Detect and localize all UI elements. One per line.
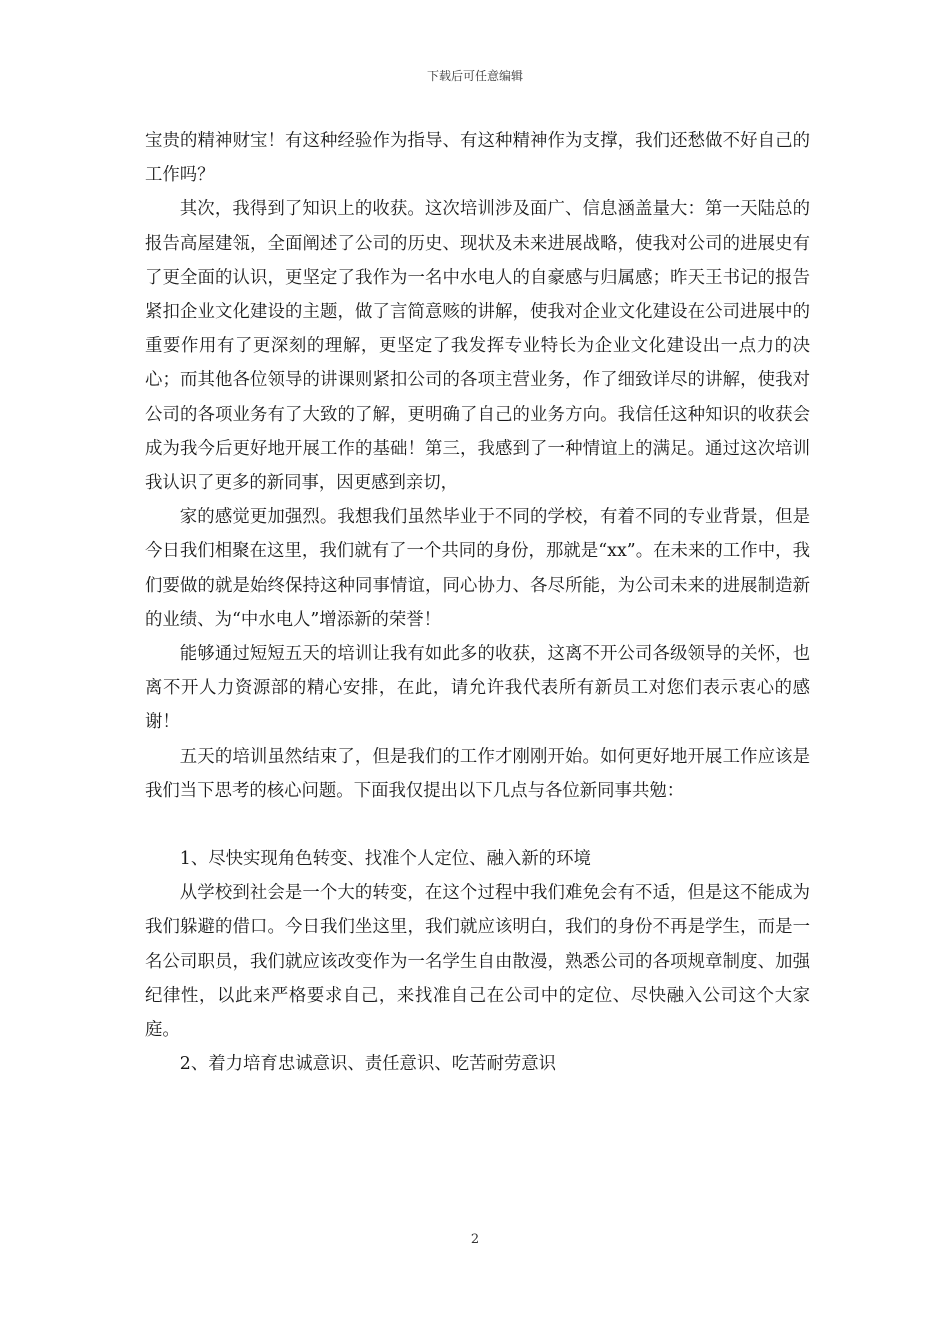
paragraph: 从学校到社会是一个大的转变，在这个过程中我们难免会有不适，但是这不能成为我们躲避的借口。今日我们坐这里，我们就应该明白，我们的身份不再是学生，而是一名公司职员，我们就应该改变作为一名学生自由散漫，熟悉公司的各项规章制度、加强纪律性，以此来严格要求自己，来找准自己在公司中的定位、尽快融入公司这个大家庭。 — [145, 883, 810, 1041]
section-heading: 1、尽快实现角色转变、找准个人定位、融入新的环境 — [179, 849, 591, 870]
page-header: 下载后可任意编辑 — [426, 69, 523, 83]
paragraph: 宝贵的精神财宝！有这种经验作为指导、有这种精神作为支撑，我们还愁做不好自己的工作吗？ — [145, 131, 810, 186]
paragraph: 其次，我得到了知识上的收获。这次培训涉及面广、信息涵盖量大：第一天陆总的报告高屋建瓴，全面阐述了公司的历史、现状及未来进展战略，使我对公司的进展史有了更全面的认识，更坚定了我作为一名中水电人的自豪感与归属感；昨天王书记的报告紧扣企业文化建设的主题，做了言简意赅的讲解，使我对企业文化建设在公司进展中的重要作用有了更深刻的理解，更坚定了我发挥专业特长为企业文化建设出一点力的决心；而其他各位领导的讲课则紧扣公司的各项主营业务，作了细致详尽的讲解，使我对公司的各项业务有了大致的了解，更明确了自己的业务方向。我信任这种知识的收获会成为我今后更好地开展工作的基础！第三，我感到了一种情谊上的满足。通过这次培训我认识了更多的新同事，因更感到亲切， — [145, 199, 810, 494]
paragraph: 能够通过短短五天的培训让我有如此多的收获，这离不开公司各级领导的关怀，也离不开人力资源部的精心安排，在此，请允许我代表所有新员工对您们表示衷心的感谢！ — [145, 644, 810, 733]
document-body — [145, 124, 810, 1081]
spacer — [145, 808, 810, 842]
page-number: 2 — [470, 1232, 480, 1247]
paragraph: 家的感觉更加强烈。我想我们虽然毕业于不同的学校，有着不同的专业背景，但是今日我们相聚在这里，我们就有了一个共同的身份，那就是“xx”。在未来的工作中，我们要做的就是始终保持这种同事情谊，同心协力、各尽所能，为公司未来的进展制造新的业绩、为“中水电人”增添新的荣誉！ — [145, 507, 810, 630]
paragraph: 五天的培训虽然结束了，但是我们的工作才刚刚开始。如何更好地开展工作应该是我们当下思考的核心问题。下面我仅提出以下几点与各位新同事共勉： — [145, 746, 810, 801]
section-heading: 2、着力培育忠诚意识、责任意识、吃苦耐劳意识 — [179, 1054, 557, 1075]
